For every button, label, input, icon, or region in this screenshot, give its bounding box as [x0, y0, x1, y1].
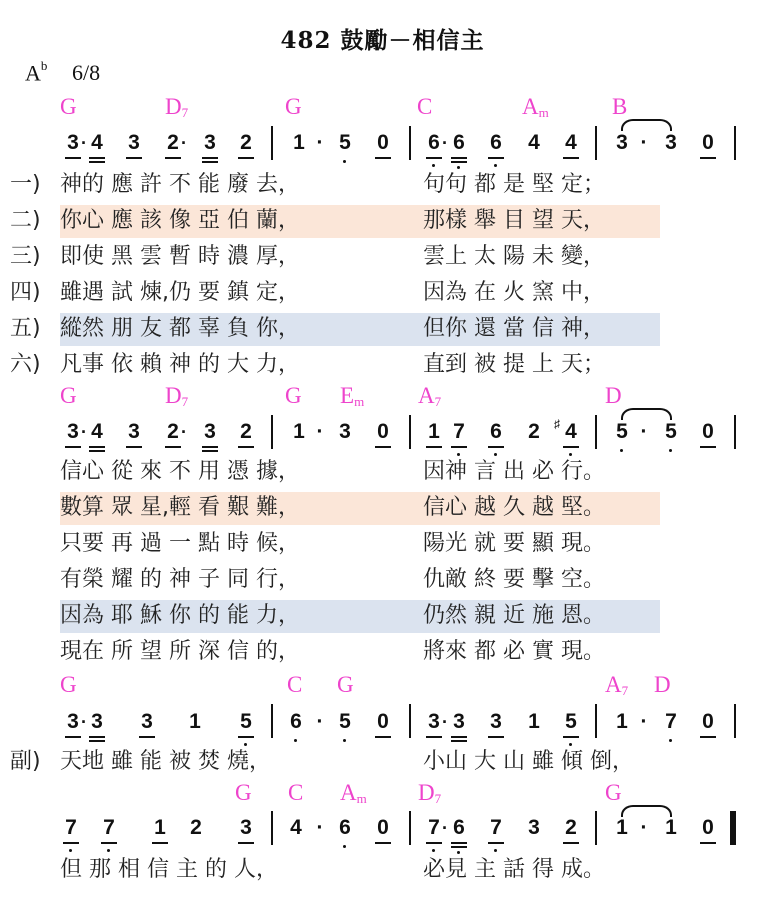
augmentation-dot: · [181, 133, 187, 153]
chord-symbol: C [417, 94, 433, 119]
verse-label: 六) [10, 352, 41, 377]
lyric-line-left: 信心 從 來 不 用 憑 據， [60, 459, 300, 484]
augmentation-dot: · [442, 712, 448, 732]
note: 5 [236, 710, 256, 734]
barline [271, 704, 273, 738]
barline [271, 126, 273, 160]
lyric-line-left: 數算 眾 星,輕 看 艱 難， [60, 495, 300, 520]
note: 0 [698, 816, 718, 840]
time-signature: 6/8 [72, 60, 101, 85]
note: 7 [449, 420, 469, 444]
augmentation-dot: · [181, 422, 187, 442]
note: 3 [137, 710, 157, 734]
note: 1 [189, 710, 201, 733]
final-double-barline [730, 811, 736, 845]
barline [595, 415, 597, 449]
chord-symbol: C [288, 780, 304, 805]
note: · [316, 131, 324, 154]
verse-label: 三) [10, 244, 41, 269]
note: · [640, 131, 648, 154]
note: 6 [486, 131, 506, 155]
note: 1 [293, 131, 305, 154]
verse-label: 四) [10, 280, 41, 305]
note: 7 [99, 816, 119, 840]
lyric-line-left: 你心 應 該 像 亞 伯 蘭， [60, 208, 300, 233]
note: · [316, 816, 324, 839]
augmentation-dot: · [81, 133, 87, 153]
note: 6 [449, 131, 469, 155]
note: 2 [561, 816, 581, 840]
barline [409, 704, 411, 738]
lyric-line-left: 因為 耶 穌 你 的 能 力， [60, 603, 300, 628]
barline [595, 704, 597, 738]
note: 7 [424, 816, 444, 840]
barline [409, 126, 411, 160]
note: 2 [163, 420, 183, 444]
augmentation-dot: · [81, 712, 87, 732]
note: 2 [528, 420, 540, 443]
note: 6 [449, 816, 469, 840]
note: 3 [449, 710, 469, 734]
note: 0 [373, 816, 393, 840]
sharp-accidental: ♯ [554, 417, 560, 431]
note: 0 [698, 420, 718, 444]
chord-symbol: C [287, 672, 303, 697]
note: 6 [286, 710, 306, 734]
verse-label: 二) [10, 208, 41, 233]
note: 7 [61, 816, 81, 840]
note: 5 [612, 420, 632, 444]
note: 0 [698, 710, 718, 734]
chord-symbol: $D_7$ [165, 94, 189, 120]
note: 3 [424, 710, 444, 734]
note: 1 [150, 816, 170, 840]
note: 4 [290, 816, 302, 839]
chord-symbol: $A_7$ [418, 383, 442, 409]
note: 1 [293, 420, 305, 443]
lyric-line-right: 陽光 就 要 顯 現。 [423, 531, 605, 556]
note: 5 [335, 710, 355, 734]
note: 2 [236, 131, 256, 155]
chord-symbol: G [285, 383, 302, 408]
note: · [640, 710, 648, 733]
note: 3 [236, 816, 256, 840]
lyric-line-right: 小山 大 山 雖 傾 倒， [423, 749, 634, 774]
chord-symbol: $A_7$ [605, 672, 629, 698]
lyric-line-left: 天地 雖 能 被 焚 燒， [60, 749, 271, 774]
note: 3 [124, 131, 144, 155]
lyric-line-right: 句句 都 是 堅 定； [423, 172, 605, 197]
note: 3 [124, 420, 144, 444]
lyric-line-right: 仍然 親 近 施 恩。 [423, 603, 605, 628]
lyric-line-right: 信心 越 久 越 堅。 [423, 495, 605, 520]
note: 3 [63, 131, 83, 155]
note: 3 [528, 816, 540, 839]
chord-symbol: D [605, 383, 622, 408]
lyric-line-right: 仇敵 終 要 擊 空。 [423, 567, 605, 592]
lyric-line-left: 但 那 相 信 主 的 人， [60, 857, 278, 882]
lyric-line-left: 現在 所 望 所 深 信 的， [60, 639, 300, 664]
note: 0 [373, 710, 393, 734]
barline [271, 415, 273, 449]
note: 0 [698, 131, 718, 155]
note: 3 [486, 710, 506, 734]
chord-symbol: G [235, 780, 252, 805]
lyric-line-right: 直到 被 提 上 天； [423, 352, 605, 377]
note: 3 [63, 420, 83, 444]
note: 1 [528, 710, 540, 733]
barline [409, 415, 411, 449]
chord-symbol: $A_m$ [522, 94, 549, 120]
barline [734, 415, 736, 449]
note: 3 [87, 710, 107, 734]
note: 4 [561, 131, 581, 155]
chord-symbol: $D_7$ [165, 383, 189, 409]
note: 2 [163, 131, 183, 155]
note: 2 [236, 420, 256, 444]
lyric-line-right: 因為 在 火 窯 中， [423, 280, 605, 305]
lyric-line-left: 雖遇 試 煉,仍 要 鎮 定， [60, 280, 300, 305]
chord-symbol: G [60, 672, 77, 697]
note: 2 [190, 816, 202, 839]
key-accidental: b [40, 58, 48, 73]
note: 1 [616, 710, 628, 733]
note: · [640, 816, 648, 839]
note: 5 [661, 420, 681, 444]
lyric-line-left: 凡事 依 賴 神 的 大 力， [60, 352, 300, 377]
note: · [316, 420, 324, 443]
note: 7 [486, 816, 506, 840]
chord-symbol: B [612, 94, 628, 119]
note: · [316, 710, 324, 733]
note: 3 [665, 131, 677, 154]
chord-symbol: G [605, 780, 622, 805]
note: 6 [424, 131, 444, 155]
note: 4 [87, 131, 107, 155]
verse-label: 五) [10, 316, 41, 341]
lyric-line-right: 因神 言 出 必 行。 [423, 459, 605, 484]
barline [271, 811, 273, 845]
chorus-label: 副) [10, 749, 41, 774]
lyric-line-left: 縱然 朋 友 都 辜 負 你， [60, 316, 300, 341]
barline [734, 126, 736, 160]
note: · [640, 420, 648, 443]
note: 3 [63, 710, 83, 734]
song-title: 482 鼓勵－相信主 [280, 27, 485, 54]
lyric-line-right: 將來 都 必 實 現。 [423, 639, 605, 664]
chord-symbol: G [337, 672, 354, 697]
note: 1 [665, 816, 677, 839]
lyric-line-right: 那樣 舉 目 望 天， [423, 208, 605, 233]
chord-symbol: $E_m$ [340, 383, 365, 409]
augmentation-dot: · [442, 133, 448, 153]
note: 0 [373, 420, 393, 444]
lyric-line-left: 只要 再 過 一 點 時 候， [60, 531, 300, 556]
chord-symbol: $D_7$ [418, 780, 442, 806]
barline [595, 126, 597, 160]
note: 6 [335, 816, 355, 840]
chord-symbol: G [60, 94, 77, 119]
lyric-line-left: 有榮 耀 的 神 子 同 行， [60, 567, 300, 592]
note: ♯ 4 [561, 420, 581, 444]
note: 4 [528, 131, 540, 154]
note: 3 [616, 131, 628, 154]
barline [409, 811, 411, 845]
augmentation-dot: · [81, 422, 87, 442]
lyric-line-left: 神的 應 許 不 能 廢 去， [60, 172, 300, 197]
note: 3 [339, 420, 351, 443]
chord-symbol: $A_m$ [340, 780, 367, 806]
note: 5 [561, 710, 581, 734]
tie [621, 119, 672, 131]
chord-symbol: G [60, 383, 77, 408]
note: 5 [335, 131, 355, 155]
lyric-line-left: 即使 黑 雲 暫 時 濃 厚， [60, 244, 300, 269]
lyric-line-right: 雲上 太 陽 未 變， [423, 244, 605, 269]
key-signature [25, 60, 47, 86]
note: 1 [424, 420, 444, 444]
note: 3 [200, 420, 220, 444]
note: 7 [661, 710, 681, 734]
barline [595, 811, 597, 845]
barline [734, 704, 736, 738]
note: 3 [200, 131, 220, 155]
verse-label: 一) [10, 172, 41, 197]
lyric-line-right: 但你 還 當 信 神， [423, 316, 605, 341]
tie [621, 408, 672, 420]
key-letter: A [25, 60, 41, 86]
lyric-line-right: 必見 主 話 得 成。 [423, 857, 605, 882]
augmentation-dot: · [442, 818, 448, 838]
note: 0 [373, 131, 393, 155]
note: 1 [616, 816, 628, 839]
note: 6 [486, 420, 506, 444]
note: 4 [87, 420, 107, 444]
chord-symbol: D [654, 672, 671, 697]
chord-symbol: G [285, 94, 302, 119]
